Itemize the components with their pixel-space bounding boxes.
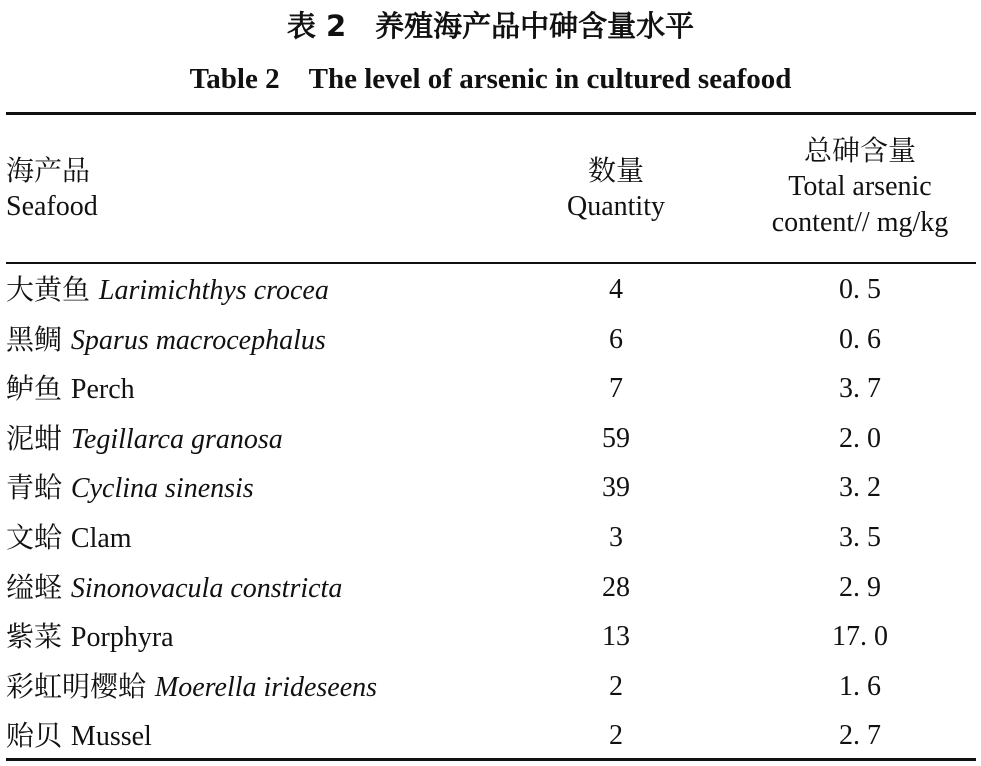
- seafood-name-en: Sparus macrocephalus: [70, 324, 326, 356]
- seafood-name: [6, 463, 254, 513]
- table-row: [0, 711, 981, 761]
- table-body: [0, 265, 981, 761]
- seafood-name: [6, 563, 342, 613]
- seafood-name: [6, 662, 377, 712]
- seafood-name-cn: 黑鲷: [6, 322, 63, 356]
- seafood-name-cn: 泥蚶: [6, 421, 63, 455]
- table-row: [0, 662, 981, 712]
- quantity-cell: 2: [609, 670, 623, 702]
- header-rule: [6, 262, 976, 264]
- quantity-cell: 2: [609, 720, 623, 752]
- seafood-name-en: Porphyra: [70, 622, 174, 654]
- seafood-name: [6, 364, 135, 414]
- total-arsenic-cell: 2. 9: [839, 571, 881, 603]
- header-seafood: [6, 153, 98, 225]
- seafood-name: [6, 265, 329, 315]
- quantity-cell: 39: [602, 472, 630, 504]
- seafood-name-en: Clam: [70, 522, 132, 554]
- seafood-name: [6, 315, 326, 365]
- seafood-name-en: Tegillarca granosa: [70, 423, 283, 455]
- seafood-name: [6, 711, 152, 761]
- seafood-name-en: Mussel: [70, 721, 152, 753]
- seafood-name: [6, 414, 283, 464]
- seafood-name-cn: 贻贝: [6, 719, 63, 753]
- table-row: [0, 315, 981, 365]
- seafood-name-cn: 彩虹明樱蛤: [6, 669, 147, 703]
- quantity-cell: 3: [609, 521, 623, 553]
- table-title-en: Table 2 The level of arsenic in cultured seafood: [189, 63, 792, 95]
- seafood-name-en: Sinonovacula constricta: [70, 572, 343, 604]
- table-row: [0, 612, 981, 662]
- header-total-en-line2: content// mg/kg: [771, 207, 949, 238]
- seafood-name: [6, 513, 132, 563]
- total-arsenic-cell: 2. 7: [839, 720, 881, 752]
- seafood-name-cn: 缢蛏: [6, 570, 63, 604]
- total-arsenic-cell: 3. 2: [839, 472, 881, 504]
- header-total-arsenic: [742, 133, 978, 241]
- seafood-name-en: Larimichthys crocea: [98, 275, 329, 306]
- header-quantity: [540, 153, 692, 225]
- table-row: [0, 414, 981, 464]
- quantity-cell: 28: [602, 571, 630, 603]
- total-arsenic-cell: 0. 6: [839, 323, 881, 355]
- table-row: [0, 513, 981, 563]
- total-arsenic-cell: 3. 5: [839, 521, 881, 553]
- total-arsenic-cell: 17. 0: [832, 621, 888, 653]
- seafood-name-cn: 大黄鱼: [6, 273, 91, 306]
- table-row: [0, 463, 981, 513]
- seafood-name-en: Perch: [70, 374, 135, 406]
- header-seafood-en: Seafood: [6, 191, 98, 222]
- table-title-cn: 表 2 养殖海产品中砷含量水平: [286, 9, 695, 43]
- total-arsenic-cell: 3. 7: [839, 373, 881, 405]
- bottom-rule: [6, 758, 976, 761]
- quantity-cell: 13: [602, 621, 630, 653]
- seafood-name-en: Cyclina sinensis: [70, 473, 254, 505]
- header-quantity-cn: 数量: [587, 154, 644, 187]
- total-arsenic-cell: 0. 5: [839, 274, 881, 305]
- header-quantity-en: Quantity: [567, 191, 665, 222]
- seafood-name-cn: 青蛤: [6, 471, 63, 505]
- quantity-cell: 59: [602, 422, 630, 454]
- quantity-cell: 6: [609, 323, 623, 355]
- seafood-name-cn: 紫菜: [6, 620, 63, 654]
- header-total-en-line1: Total arsenic: [788, 171, 932, 202]
- table-row: [0, 563, 981, 613]
- seafood-name-cn: 文蛤: [6, 520, 63, 554]
- seafood-name-cn: 鲈鱼: [6, 372, 63, 406]
- quantity-cell: 4: [609, 274, 623, 305]
- header-total-cn: 总砷含量: [803, 134, 916, 167]
- total-arsenic-cell: 2. 0: [839, 422, 881, 454]
- table-row: [0, 364, 981, 414]
- top-rule: [6, 112, 976, 115]
- total-arsenic-cell: 1. 6: [839, 670, 881, 702]
- quantity-cell: 7: [609, 373, 623, 405]
- seafood-name: [6, 612, 174, 662]
- seafood-name-en: Moerella irideseens: [154, 671, 378, 703]
- table-row: [0, 265, 981, 315]
- header-seafood-cn: 海产品: [6, 154, 91, 187]
